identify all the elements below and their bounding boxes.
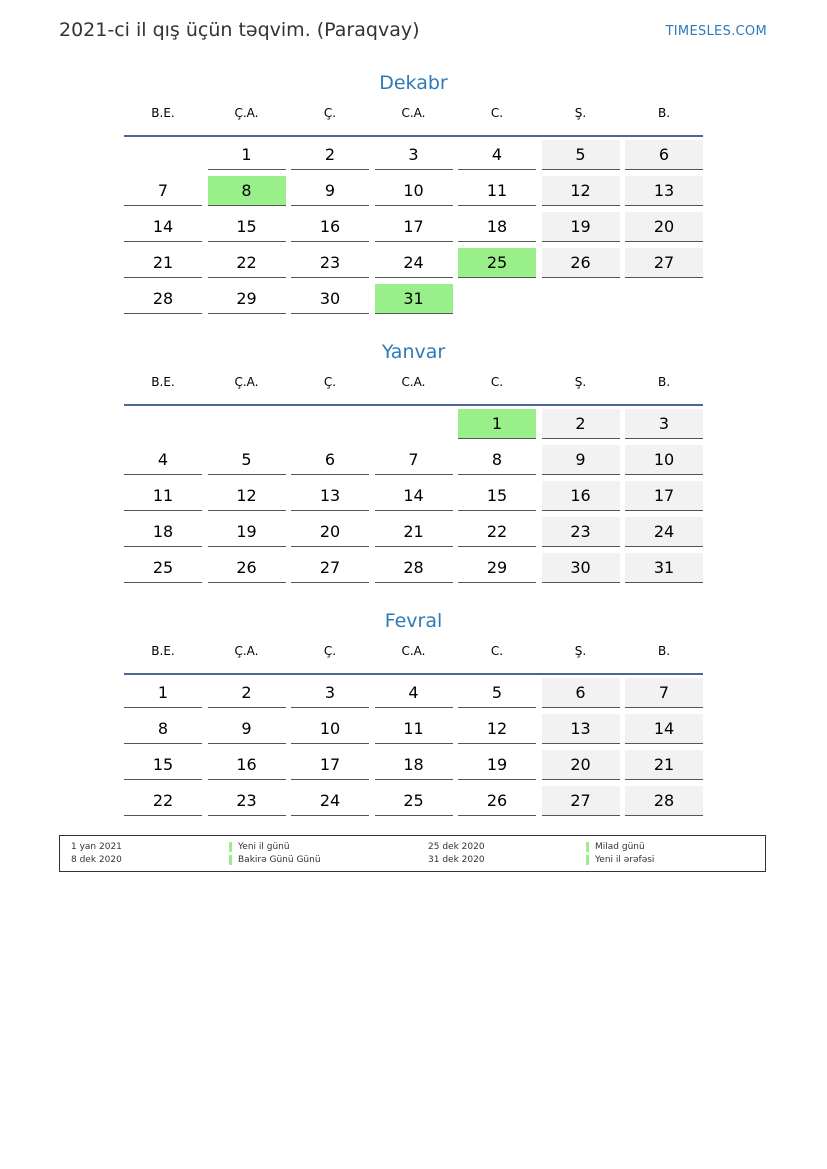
month-calendar <box>124 339 703 577</box>
day-cell: 24 <box>291 786 369 816</box>
day-cell: 17 <box>375 212 453 242</box>
day-cell: 30 <box>291 284 369 314</box>
day-cell: 23 <box>291 248 369 278</box>
weekday-label: B. <box>657 644 671 658</box>
day-cell: 10 <box>625 445 703 475</box>
weekday-label: B.E. <box>151 375 175 389</box>
day-cell: 7 <box>375 445 453 475</box>
day-cell: 20 <box>542 750 620 780</box>
legend-date: 1 yan 2021 <box>71 842 122 852</box>
weekday-label: C.A. <box>401 644 426 658</box>
day-cell: 10 <box>291 714 369 744</box>
day-cell: 22 <box>458 517 536 547</box>
holiday-day-cell: 1 <box>458 409 536 439</box>
site-link[interactable]: TIMESLES.COM <box>665 24 767 39</box>
day-cell: 11 <box>124 481 202 511</box>
day-cell: 28 <box>124 284 202 314</box>
weekday-label: C.A. <box>401 106 426 120</box>
day-cell: 15 <box>208 212 286 242</box>
legend-holiday-name: Yeni il günü <box>229 842 290 852</box>
day-cell: 19 <box>208 517 286 547</box>
weekday-label: Ç.A. <box>234 644 259 658</box>
weekday-label: B.E. <box>151 644 175 658</box>
day-cell: 27 <box>291 553 369 583</box>
day-cell: 4 <box>458 140 536 170</box>
weekday-label: B. <box>657 375 671 389</box>
day-cell: 8 <box>124 714 202 744</box>
month-name: Fevral <box>384 610 443 632</box>
day-cell: 2 <box>291 140 369 170</box>
weekday-label: C. <box>490 375 504 389</box>
weekday-label: Ş. <box>574 644 587 658</box>
day-cell: 21 <box>375 517 453 547</box>
month-name: Dekabr <box>379 72 448 94</box>
day-cell: 19 <box>542 212 620 242</box>
day-cell: 5 <box>542 140 620 170</box>
weekday-label: Ç. <box>323 375 337 389</box>
day-cell: 18 <box>375 750 453 780</box>
day-cell: 3 <box>625 409 703 439</box>
legend-date: 8 dek 2020 <box>71 855 122 865</box>
weekday-header <box>124 106 703 134</box>
month-name: Yanvar <box>381 341 446 363</box>
holiday-day-cell: 25 <box>458 248 536 278</box>
day-cell: 28 <box>625 786 703 816</box>
day-cell: 15 <box>124 750 202 780</box>
weekday-label: Ç.A. <box>234 375 259 389</box>
weekday-label: Ç.A. <box>234 106 259 120</box>
day-cell: 26 <box>208 553 286 583</box>
day-cell: 14 <box>124 212 202 242</box>
weekday-label: B. <box>657 106 671 120</box>
weekday-label: Ç. <box>323 644 337 658</box>
day-cell: 3 <box>375 140 453 170</box>
weekday-header <box>124 644 703 672</box>
day-cell: 27 <box>542 786 620 816</box>
day-cell: 9 <box>208 714 286 744</box>
day-cell: 16 <box>208 750 286 780</box>
header-divider <box>124 404 703 406</box>
day-cell: 4 <box>124 445 202 475</box>
day-cell: 20 <box>625 212 703 242</box>
day-cell: 22 <box>208 248 286 278</box>
day-cell: 10 <box>375 176 453 206</box>
legend-holiday-name: Bakirə Günü Günü <box>229 855 321 865</box>
day-cell: 8 <box>458 445 536 475</box>
day-cell: 14 <box>625 714 703 744</box>
day-cell: 17 <box>291 750 369 780</box>
weekday-label: C. <box>490 644 504 658</box>
legend-holiday-name: Yeni il ərəfəsi <box>586 855 654 865</box>
day-cell: 16 <box>291 212 369 242</box>
day-cell: 9 <box>542 445 620 475</box>
day-cell: 1 <box>208 140 286 170</box>
month-calendar <box>124 70 703 308</box>
day-cell: 20 <box>291 517 369 547</box>
legend-holiday-name: Milad günü <box>586 842 645 852</box>
holiday-day-cell: 31 <box>375 284 453 314</box>
day-cell: 30 <box>542 553 620 583</box>
day-cell: 18 <box>458 212 536 242</box>
month-calendar <box>124 608 703 810</box>
day-cell: 13 <box>291 481 369 511</box>
legend-date: 25 dek 2020 <box>428 842 485 852</box>
day-cell: 2 <box>542 409 620 439</box>
header-divider <box>124 673 703 675</box>
day-cell: 23 <box>542 517 620 547</box>
day-cell: 7 <box>625 678 703 708</box>
weekday-label: Ş. <box>574 375 587 389</box>
day-cell: 2 <box>208 678 286 708</box>
day-cell: 9 <box>291 176 369 206</box>
day-cell: 22 <box>124 786 202 816</box>
weekday-label: B.E. <box>151 106 175 120</box>
day-cell: 12 <box>542 176 620 206</box>
weekday-label: C.A. <box>401 375 426 389</box>
day-cell: 6 <box>542 678 620 708</box>
day-cell: 24 <box>625 517 703 547</box>
day-cell: 1 <box>124 678 202 708</box>
day-cell: 13 <box>625 176 703 206</box>
day-cell: 25 <box>375 786 453 816</box>
day-cell: 12 <box>208 481 286 511</box>
holiday-day-cell: 8 <box>208 176 286 206</box>
day-cell: 27 <box>625 248 703 278</box>
day-cell: 26 <box>458 786 536 816</box>
day-cell: 18 <box>124 517 202 547</box>
day-cell: 12 <box>458 714 536 744</box>
day-cell: 21 <box>124 248 202 278</box>
day-cell: 14 <box>375 481 453 511</box>
header-divider <box>124 135 703 137</box>
legend-date: 31 dek 2020 <box>428 855 485 865</box>
day-cell: 21 <box>625 750 703 780</box>
day-cell: 11 <box>458 176 536 206</box>
day-cell: 5 <box>208 445 286 475</box>
day-cell: 17 <box>625 481 703 511</box>
day-cell: 29 <box>208 284 286 314</box>
weekday-label: Ç. <box>323 106 337 120</box>
day-cell: 3 <box>291 678 369 708</box>
weekday-label: C. <box>490 106 504 120</box>
day-cell: 4 <box>375 678 453 708</box>
day-cell: 6 <box>291 445 369 475</box>
day-cell: 29 <box>458 553 536 583</box>
weekday-header <box>124 375 703 403</box>
page-title: 2021-ci il qış üçün təqvim. (Paraqvay) <box>59 19 420 41</box>
weekday-label: Ş. <box>574 106 587 120</box>
day-cell: 7 <box>124 176 202 206</box>
day-cell: 13 <box>542 714 620 744</box>
day-cell: 28 <box>375 553 453 583</box>
day-cell: 25 <box>124 553 202 583</box>
holiday-legend <box>59 835 766 872</box>
day-cell: 26 <box>542 248 620 278</box>
day-cell: 31 <box>625 553 703 583</box>
day-cell: 15 <box>458 481 536 511</box>
day-cell: 6 <box>625 140 703 170</box>
day-cell: 16 <box>542 481 620 511</box>
day-cell: 23 <box>208 786 286 816</box>
day-cell: 19 <box>458 750 536 780</box>
day-cell: 24 <box>375 248 453 278</box>
day-cell: 11 <box>375 714 453 744</box>
day-cell: 5 <box>458 678 536 708</box>
